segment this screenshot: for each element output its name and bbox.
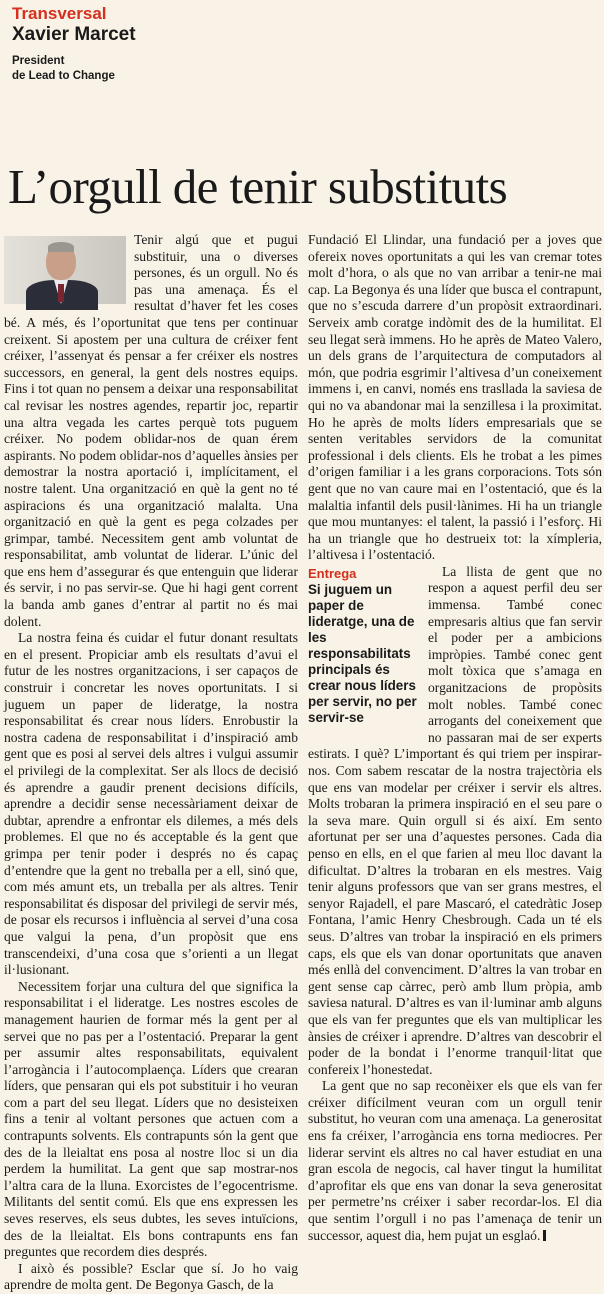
- body-paragraph: La nostra feina és cuidar el futur donant resultats en el present. Propiciar amb els resultats d’avui el futur de les nostres organitzacions, i ser capaços de construir i concretar les noves oportunitats. I si juguem un paper de lideratge, la nostra responsabilitat és crear nous líders. Enrobustir la nostra cadena de responsabilitat i d’inspiració amb gent que es posi al servei dels altres i vulgui assumir el privilegi de la complexitat. Ser als llocs de decisió és aprendre a gaudir prenent decisions difícils, aprendre a decidir sense necessàriament deixar de dubtar, aprendre a enfrontar els dilemes, a més dels problemes. El que no és acceptable és la gent que grimpa per tenir poder i després no és capaç d’entendre que la gent no treballa per a ell, sinó que, com més amunt ets, un treballa per als altres. Tenir responsabilitat és disposar del privilegi de servir més, de posar els recursos i influència al servei d’una cosa que valgui la pena, d’un propòsit que ens transcendeixi, d’una cosa que s’orienti a un llegat il·lusionant.: [4, 630, 298, 978]
- headline: L’orgull de tenir substituts: [8, 159, 508, 214]
- column-left: [4, 232, 298, 1293]
- pull-quote-text: Si juguem un paper de lideratge, una de les responsabilitats principals és crear nous líders per servir, no per servir-se: [308, 581, 417, 725]
- author-role: [12, 54, 115, 84]
- pull-quote-label: Entrega: [308, 565, 357, 581]
- author-role-line: President: [12, 55, 65, 67]
- body-paragraph: Tenir algú que et pugui substituir, una o diverses persones, és un orgull. No és pas una amenaça. És el resultat d’haver fet les coses bé. A més, és l’oportunitat que tens per continuar creixent. Si apostem per una cultura de créixer fent créixer, l’assenyat és pensar a fer créixer els nostres successors, en general, la gent dels nostres equips. Fins i tot quan no pensem a deixar una responsabilitat cal revisar les nostres agendes, repartir joc, repartir una altra vegada les cartes perquè tots puguem créixer. No podem oblidar-nos de quan érem aspirants. No podem oblidar-nos d’aquelles ànsies per demostrar la nostra aportació i, implícitament, el nostre talent. Una organització en què la gent no té aspiracions és una organització malalta. Una organització en què la gent es pega colzades per grimpar, també. Necessitem gent amb voluntat de responsabilitat, amb voluntat de liderar. L’únic del que ens hem d’assegurar és que entenguin que liderar és servir, i no pas servir-se. Que hi hagi gent corrent la banda amb ganes d’entrar al partit no és mai dolent.: [4, 232, 298, 629]
- column-right: [308, 232, 602, 1243]
- body-paragraph-text: La gent que no sap reconèixer els que els van fer créixer difícilment veuran com un orgull tenir substitut, ho veuran com una amenaça. La generositat ens fa créixer, l’arrogància ens torna mediocres. Per liderar servint els altres no cal haver estudiat en una gran escola de negocis, cal haver tingut la humilitat d’aprofitar els que ens van donar la seva generositat per permetre’ns créixer i saber recordar-los. El dia que sentim l’orgull i no pas l’amenaça de tenir un successor, aquest dia, hem pujat un esglaó.: [308, 1078, 602, 1243]
- end-mark-icon: [543, 1230, 546, 1241]
- body-paragraph: Fundació El Llindar, una fundació per a joves que ofereix noves oportunitats a qui les van cremar totes molt d’hora, o als que no van arribar a tenir-ne mai cap. La Begonya és una líder que busca el contrapunt, que no s’escuda darrere d’un propòsit extraordinari. Serveix amb coratge indòmit des de la humilitat. El seu llegat serà immens. Ho he après de Mateo Valero, un dels grans de l’arquitectura de computadors al món, que podria esgrimir l’altivesa d’un coneixement immens i, en canvi, només ens trasllada la saviesa de qui no va abandonar mai la senzillesa i la proximitat. Ho he après de molts líders empresarials que se senten veritables servidors de la comunitat professional i dels clients. Els he trobat a les pimes d’origen familiar i a les grans corporacions. Tots són gent que no van caure mai en l’ostentació, que és la malaltia infantil dels pusil·lànimes. Hi ha un triangle que mou muntanyes: el talent, la passió i l’esforç. Hi ha un triangle que ho destrueix tot: la xímpleria, l’altivesa i l’ostentació.: [308, 232, 602, 563]
- author-role-line: de Lead to Change: [12, 70, 115, 82]
- body-paragraph: La llista de gent que no respon a aquest perfil deu ser immensa. També conec empresaris altius que fan servir el poder per a ambicions impròpies. També conec gent molt tòxica que s’amaga en organitzacions de propòsits molt nobles. També conec arrogants del coneixement que no passaran mai de ser experts estirats. I què? L’important és qui triem per inspirar-nos. Com sabem rescatar de la nostra trajectòria els que ens van modelar per créixer i servir els altres. Molts trobaran la primera inspiració en el seu pare o la seva mare. Quin orgull si és així. Em sento afortunat per ser una d’aquestes persones. Cada dia penso en ells, en el que farien al meu lloc davant la dificultat. D’altres la trobaran en els mestres. Vaig tenir alguns professors que van ser grans mestres, el senyor Rajadell, el pare Mascaró, el catedràtic Josep Fontana, l’amic Henry Chesbrough. Cada un té els seus. D’altres van trobar la inspiració en els primers caps, els que els van donar oportunitats que anaven més enllà del convenciment. D’altres la van trobar en gent sense cap càrrec, però amb llum pròpia, amb saviesa natural. D’altres es van il·luminar amb alguns que els van fer preguntes que els van multiplicar les ànsies de créixer i aprendre. D’altres van descobrir el poder de la bondat i l’enorme tranquil·litat que confereix l’honestedat.: [308, 563, 602, 1077]
- body-paragraph: I això és possible? Esclar que sí. Jo ho vaig aprendre de molta gent. De Begonya Gasch, de la: [4, 1260, 298, 1293]
- pull-quote: [308, 566, 420, 726]
- author-name: Xavier Marcet: [12, 24, 136, 45]
- body-paragraph: Necessitem forjar una cultura del que significa la responsabilitat i el lideratge. Les nostres escoles de management haurien de formar més la gent per al servei que no pas per a l’ostentació. Preparar la gent per assumir altes responsabilitats, equivalent l’arrogància i l’autocomplaença. Líders que crearan líders, que pensaran qui els pot substituir i ho veuran com a part del seu llegat. Líders que no desisteixen fins a tenir al voltant persones que actuen com a contrapunts solvents. Els contrapunts són la gent que des de la lleialtat ens posa al nostre lloc si un dia perdem la humilitat. La gent que sap mostrar-nos l’altra cara de la lluna. Exorcistes de l’egocentrisme. Militants del sentit comú. Els que ens expressen les seves reserves, els seus dubtes, les seves intuïcions, des de la lleialtat. Els bons contrapunts ens fan preguntes que recordem dies després.: [4, 978, 298, 1260]
- body-paragraph: [308, 1078, 602, 1244]
- section-label: Transversal: [12, 4, 107, 23]
- author-portrait-icon: [4, 236, 126, 304]
